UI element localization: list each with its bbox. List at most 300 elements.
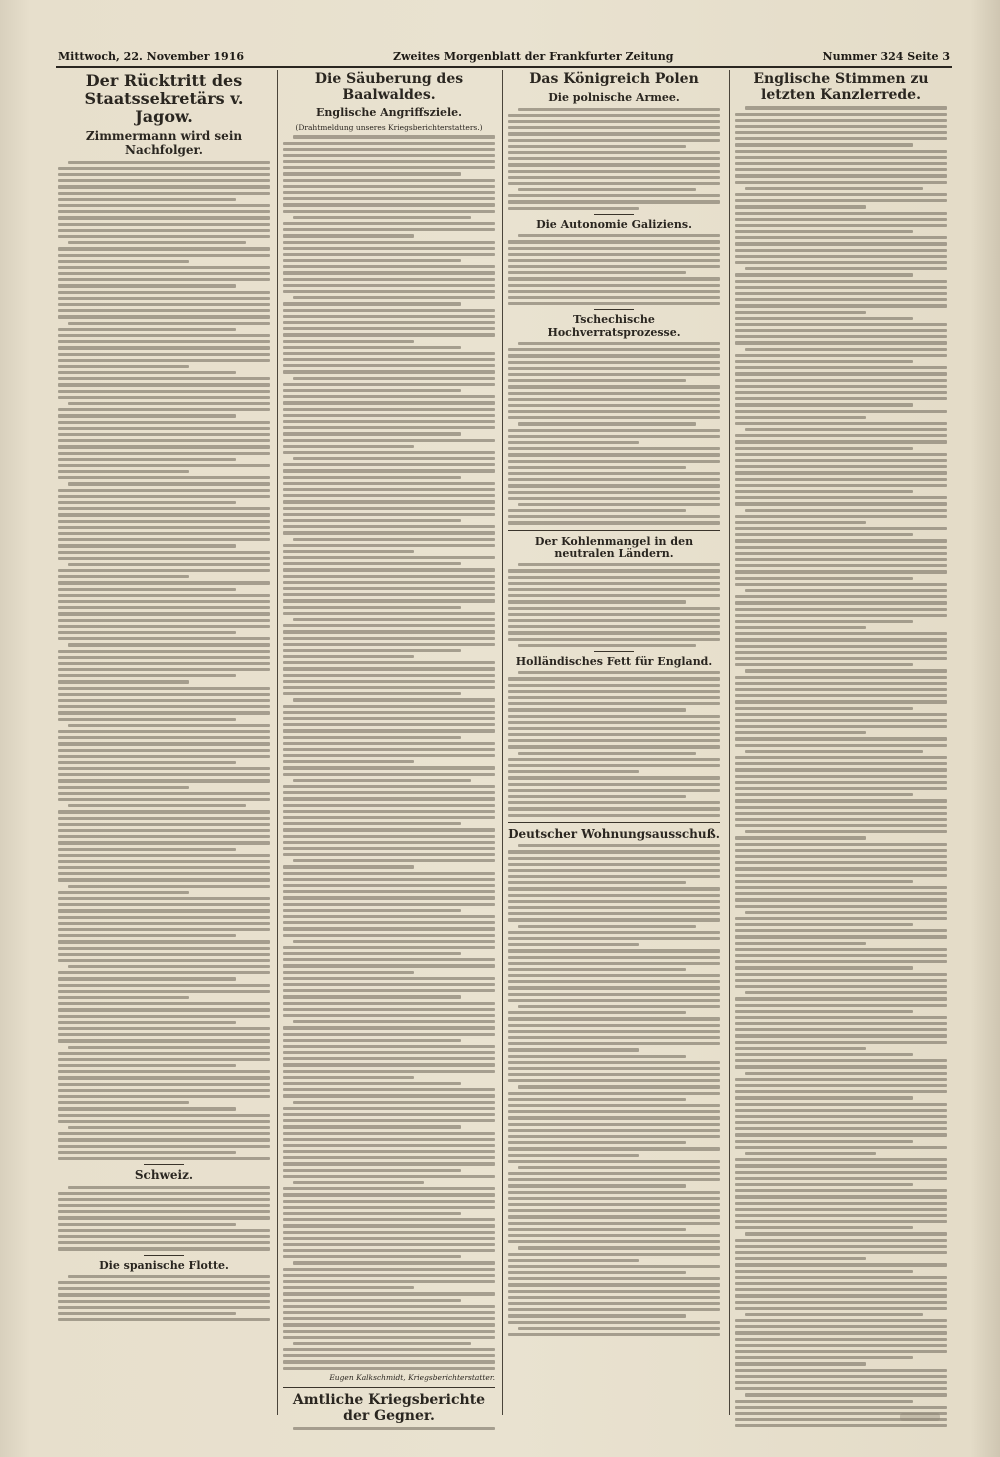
text-line xyxy=(58,996,189,999)
text-line xyxy=(283,717,495,720)
article-headline: Amtliche Kriegsberichte der Gegner. xyxy=(292,1391,486,1424)
text-line xyxy=(58,421,270,424)
text-line xyxy=(293,135,495,138)
text-line xyxy=(735,1189,947,1192)
text-line xyxy=(735,1041,947,1044)
article-body xyxy=(508,671,720,817)
text-line xyxy=(58,872,270,875)
text-line xyxy=(508,594,720,597)
text-line xyxy=(283,909,461,912)
text-line xyxy=(58,736,270,739)
text-line xyxy=(58,452,270,455)
text-line xyxy=(283,1336,495,1339)
text-line xyxy=(735,1245,947,1248)
text-line xyxy=(283,185,495,188)
text-line xyxy=(735,1239,947,1242)
text-line xyxy=(283,172,461,175)
text-line xyxy=(518,671,720,674)
text-line xyxy=(293,940,495,943)
text-line xyxy=(283,271,495,274)
text-line xyxy=(508,733,720,736)
text-line xyxy=(283,401,495,404)
text-line xyxy=(283,1305,495,1308)
text-line xyxy=(283,556,495,559)
text-line xyxy=(508,484,720,487)
separator xyxy=(144,1164,184,1165)
text-line xyxy=(735,137,947,140)
text-line xyxy=(735,923,913,926)
text-line xyxy=(508,1172,720,1175)
text-line xyxy=(508,429,720,432)
text-line xyxy=(508,613,720,616)
text-line xyxy=(508,764,720,767)
text-line xyxy=(735,806,947,809)
text-line xyxy=(508,1203,720,1206)
text-line xyxy=(58,600,270,603)
text-line xyxy=(508,814,720,817)
text-line xyxy=(508,677,720,680)
text-line xyxy=(283,1113,495,1116)
text-line xyxy=(58,1306,270,1309)
text-line xyxy=(735,1375,947,1378)
text-line xyxy=(283,692,461,695)
text-line xyxy=(283,302,461,305)
text-line xyxy=(58,414,236,417)
text-line xyxy=(58,959,270,962)
text-line xyxy=(283,791,495,794)
text-line xyxy=(735,558,947,561)
text-line xyxy=(58,284,236,287)
text-line xyxy=(508,875,720,878)
text-line xyxy=(58,223,270,226)
text-line xyxy=(735,737,947,740)
text-line xyxy=(58,693,270,696)
text-line xyxy=(283,643,495,646)
text-line xyxy=(293,1261,495,1264)
text-line xyxy=(58,1002,270,1005)
text-line xyxy=(58,520,270,523)
text-line xyxy=(508,863,720,866)
text-line xyxy=(58,1083,270,1086)
text-line xyxy=(735,453,947,456)
text-line xyxy=(283,1175,495,1178)
text-line xyxy=(508,151,720,154)
text-line xyxy=(735,676,947,679)
text-line xyxy=(735,286,947,289)
text-line xyxy=(283,1212,461,1215)
text-line xyxy=(508,1296,720,1299)
text-line xyxy=(58,476,270,479)
text-line xyxy=(58,1064,236,1067)
text-line xyxy=(735,645,947,648)
text-line xyxy=(283,1088,495,1091)
text-line xyxy=(735,892,947,895)
text-line xyxy=(735,478,947,481)
text-line xyxy=(283,1045,495,1048)
text-line xyxy=(735,1307,947,1310)
text-line xyxy=(508,1104,720,1107)
text-line xyxy=(58,755,270,758)
text-line xyxy=(508,937,720,940)
text-line xyxy=(58,984,270,987)
text-line xyxy=(745,830,947,833)
text-line xyxy=(68,1186,270,1189)
text-line xyxy=(735,700,947,703)
text-line xyxy=(735,205,866,208)
text-line xyxy=(735,366,947,369)
article-headline: Schweiz. xyxy=(134,1168,194,1183)
text-line xyxy=(735,372,947,375)
article-signature: Eugen Kalkschmidt, Kriegsberichterstatter. xyxy=(329,1372,495,1382)
text-line xyxy=(58,1070,270,1073)
text-line xyxy=(68,1126,270,1129)
text-line xyxy=(58,1198,270,1201)
text-line xyxy=(58,198,236,201)
text-line xyxy=(735,496,947,499)
text-line xyxy=(735,242,947,245)
text-line xyxy=(508,296,720,299)
text-line xyxy=(518,752,696,755)
text-line xyxy=(283,370,495,373)
text-line xyxy=(58,928,270,931)
article-body xyxy=(283,135,495,1370)
text-line xyxy=(508,182,720,185)
text-line xyxy=(283,166,495,169)
text-line xyxy=(58,544,236,547)
text-line xyxy=(283,1125,461,1128)
text-line xyxy=(58,581,270,584)
text-line xyxy=(283,903,495,906)
text-line xyxy=(283,568,495,571)
text-line xyxy=(293,538,495,541)
text-line xyxy=(735,341,947,344)
text-line xyxy=(58,179,270,182)
text-line xyxy=(735,360,913,363)
separator xyxy=(283,1387,495,1388)
text-line xyxy=(735,1140,913,1143)
text-line xyxy=(508,515,720,518)
text-line xyxy=(735,570,947,573)
article-body xyxy=(508,342,720,525)
text-line xyxy=(508,588,720,591)
text-line xyxy=(283,1094,495,1097)
text-line xyxy=(283,432,461,435)
column-divider xyxy=(729,70,730,1415)
text-line xyxy=(508,1271,686,1274)
text-line xyxy=(745,750,923,753)
text-line xyxy=(735,174,947,177)
text-line xyxy=(283,284,495,287)
text-line xyxy=(283,896,495,899)
text-line xyxy=(735,527,947,530)
text-line xyxy=(283,1132,495,1135)
text-line xyxy=(283,309,495,312)
text-line xyxy=(58,167,270,170)
text-line xyxy=(508,770,639,773)
text-line xyxy=(58,538,270,541)
text-line xyxy=(735,533,913,536)
text-line xyxy=(58,854,270,857)
text-line xyxy=(283,1008,495,1011)
text-line xyxy=(58,291,270,294)
text-line xyxy=(735,1158,947,1161)
text-line xyxy=(735,1053,913,1056)
text-line xyxy=(58,1058,270,1061)
text-line xyxy=(58,612,270,615)
text-line xyxy=(735,942,866,945)
text-line xyxy=(283,593,495,596)
text-line xyxy=(735,1406,947,1409)
text-line xyxy=(508,302,720,305)
text-line xyxy=(58,507,270,510)
text-line xyxy=(508,857,720,860)
text-line xyxy=(58,569,270,572)
text-line xyxy=(58,1151,236,1154)
text-line xyxy=(508,986,720,989)
text-line xyxy=(283,507,495,510)
text-line xyxy=(58,297,270,300)
text-line xyxy=(283,426,495,429)
text-line xyxy=(735,707,913,710)
text-line xyxy=(58,619,270,622)
text-line xyxy=(735,620,913,623)
text-line xyxy=(508,715,720,718)
text-line xyxy=(735,1282,947,1285)
text-line xyxy=(283,1039,461,1042)
text-line xyxy=(735,1016,947,1019)
text-line xyxy=(508,721,720,724)
text-line xyxy=(283,977,495,980)
text-line xyxy=(735,273,913,276)
text-line xyxy=(745,187,923,190)
article-headline: Der Rücktritt des Staatssekretärs v. Jagow. xyxy=(84,71,244,126)
text-line xyxy=(735,601,947,604)
text-line xyxy=(58,427,270,430)
text-line xyxy=(58,940,270,943)
text-line xyxy=(508,1055,686,1058)
text-line xyxy=(68,241,246,244)
text-line xyxy=(508,290,720,293)
text-line xyxy=(508,1253,720,1256)
text-line xyxy=(735,577,913,580)
text-line xyxy=(735,1344,947,1347)
text-line xyxy=(58,1223,236,1226)
text-line xyxy=(58,575,189,578)
column-4 xyxy=(735,70,947,1430)
text-line xyxy=(508,980,720,983)
text-line xyxy=(508,582,720,585)
text-line xyxy=(283,989,495,992)
text-line xyxy=(58,359,270,362)
text-line xyxy=(735,292,947,295)
text-line xyxy=(508,745,720,748)
text-line xyxy=(508,783,720,786)
text-line xyxy=(58,625,270,628)
text-line xyxy=(508,509,686,512)
text-line xyxy=(735,335,947,338)
text-line xyxy=(508,1184,686,1187)
text-line xyxy=(508,993,720,996)
text-line xyxy=(508,619,720,622)
article-headline: Holländisches Fett für England. xyxy=(515,654,713,668)
text-line xyxy=(58,408,270,411)
text-line xyxy=(735,1356,913,1359)
text-line xyxy=(283,1193,495,1196)
text-line xyxy=(283,1243,495,1246)
text-line xyxy=(283,469,495,472)
text-line xyxy=(58,916,270,919)
text-line xyxy=(508,348,720,351)
text-line xyxy=(735,280,947,283)
text-line xyxy=(735,1164,947,1167)
text-line xyxy=(58,662,270,665)
text-line xyxy=(735,422,947,425)
text-line xyxy=(58,173,270,176)
text-line xyxy=(518,563,720,566)
text-line xyxy=(508,1333,720,1336)
text-line xyxy=(58,390,270,393)
article-headline: Tschechische Hochverratsprozesse. xyxy=(547,313,681,339)
text-line xyxy=(283,760,414,763)
text-line xyxy=(283,630,495,633)
text-line xyxy=(283,519,461,522)
text-line xyxy=(58,829,270,832)
text-line xyxy=(508,1030,720,1033)
text-line xyxy=(283,210,495,213)
text-line xyxy=(508,253,720,256)
text-line xyxy=(508,114,720,117)
header-date: Mittwoch, 22. November 1916 xyxy=(58,49,244,63)
text-line xyxy=(508,1240,720,1243)
text-line xyxy=(508,887,720,890)
text-line xyxy=(58,353,270,356)
text-line xyxy=(58,761,236,764)
text-line xyxy=(518,108,720,111)
text-line xyxy=(283,1169,461,1172)
text-line xyxy=(508,478,720,481)
text-line xyxy=(735,1387,947,1390)
text-line xyxy=(58,254,270,257)
text-line xyxy=(735,1369,947,1372)
text-line xyxy=(58,860,270,863)
text-line xyxy=(735,125,947,128)
text-line xyxy=(283,1051,495,1054)
text-line xyxy=(735,768,947,771)
text-line xyxy=(283,408,495,411)
text-line xyxy=(508,240,720,243)
text-line xyxy=(735,552,947,555)
text-line xyxy=(283,445,414,448)
text-line xyxy=(508,968,686,971)
text-line xyxy=(508,139,720,142)
text-line xyxy=(58,210,270,213)
text-line xyxy=(735,880,913,883)
text-line xyxy=(735,855,947,858)
text-line xyxy=(735,1047,866,1050)
text-line xyxy=(58,971,270,974)
text-line xyxy=(518,1246,720,1249)
text-line xyxy=(293,216,471,219)
text-line xyxy=(735,143,913,146)
text-line xyxy=(283,773,495,776)
text-line xyxy=(58,1247,270,1250)
text-line xyxy=(58,309,270,312)
text-line xyxy=(283,1354,495,1357)
text-line xyxy=(508,1042,720,1045)
article-body xyxy=(58,1186,270,1251)
text-line xyxy=(58,1101,189,1104)
text-line xyxy=(735,1338,947,1341)
text-line xyxy=(735,1115,947,1118)
text-line xyxy=(508,789,720,792)
text-line xyxy=(508,1129,720,1132)
text-line xyxy=(735,416,866,419)
text-line xyxy=(735,1325,947,1328)
text-line xyxy=(58,501,236,504)
text-line xyxy=(508,1147,720,1150)
text-line xyxy=(735,1096,913,1099)
text-line xyxy=(58,1027,270,1030)
text-line xyxy=(508,373,720,376)
text-line xyxy=(283,197,495,200)
article-body xyxy=(508,844,720,1336)
text-line xyxy=(508,1036,720,1039)
text-line xyxy=(508,1302,720,1305)
text-line xyxy=(508,367,720,370)
text-line xyxy=(735,317,913,320)
text-line xyxy=(735,447,913,450)
text-line xyxy=(735,1028,947,1031)
text-line xyxy=(735,311,866,314)
text-line xyxy=(518,188,696,191)
text-line xyxy=(283,1107,495,1110)
text-line xyxy=(58,346,270,349)
text-line xyxy=(58,866,270,869)
text-line xyxy=(283,599,495,602)
article-body xyxy=(508,108,720,210)
text-line xyxy=(283,915,495,918)
text-line xyxy=(508,410,720,413)
text-line xyxy=(508,1222,720,1225)
text-line xyxy=(58,637,270,640)
text-line xyxy=(58,798,270,801)
text-line xyxy=(283,872,495,875)
text-line xyxy=(58,1052,270,1055)
text-line xyxy=(293,1427,495,1430)
article-body xyxy=(58,1275,270,1322)
text-line xyxy=(735,1270,913,1273)
text-line xyxy=(508,696,720,699)
separator xyxy=(508,530,720,531)
text-line xyxy=(735,434,947,437)
text-line xyxy=(735,638,947,641)
text-line xyxy=(283,983,495,986)
text-line xyxy=(283,946,495,949)
text-line xyxy=(735,583,947,586)
text-line xyxy=(58,1293,270,1296)
text-line xyxy=(735,521,866,524)
text-line xyxy=(58,235,270,238)
text-line xyxy=(735,249,947,252)
text-line xyxy=(283,1348,495,1351)
text-line xyxy=(58,433,270,436)
text-line xyxy=(735,812,947,815)
text-line xyxy=(58,767,270,770)
text-line xyxy=(58,687,270,690)
header-rule xyxy=(56,66,952,68)
text-line xyxy=(283,686,495,689)
text-line xyxy=(58,377,270,380)
